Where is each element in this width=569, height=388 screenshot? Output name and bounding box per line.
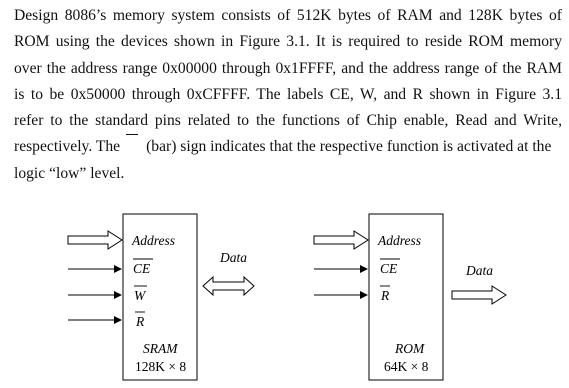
paragraph-line-6	[14, 134, 562, 160]
rom-size: 64K × 8	[384, 359, 429, 374]
rom-address-bus-arrow	[314, 231, 368, 249]
paragraph-line-6a: respectively. The	[14, 138, 121, 156]
sram-name: SRAM	[143, 341, 178, 356]
paragraph-line-2: ROM using the devices shown in Figure 3.1. It is required to reside ROM memory	[14, 33, 562, 51]
rom-chip	[314, 214, 506, 380]
sram-ce-label: CE	[133, 261, 151, 276]
sram-r-label: R	[136, 314, 145, 329]
paragraph-line-4: is to be 0x50000 through 0xCFFFF. The labels CE, W, and R shown in Figure 3.1	[14, 85, 562, 103]
rom-address-label: Address	[378, 233, 421, 248]
paragraph-line-1: Design 8086’s memory system consists of 512K bytes of RAM and 128K bytes of	[14, 7, 562, 24]
sram-w-label: W	[134, 288, 146, 303]
figure-3-1	[0, 200, 569, 388]
paragraph-line-3: over the address range 0x00000 through 0x1FFFF, and the address range of the RAM	[14, 59, 562, 77]
problem-paragraph	[14, 3, 562, 187]
rom-data-label: Data	[466, 263, 493, 278]
rom-r-label: R	[381, 288, 390, 303]
rom-data-bus-arrow	[452, 286, 506, 304]
sram-size: 128K × 8	[135, 359, 187, 374]
sram-data-label: Data	[220, 250, 247, 265]
sram-data-bus-arrow	[203, 277, 254, 295]
sram-chip	[68, 214, 254, 380]
overbar-symbol	[126, 134, 138, 147]
sram-address-label: Address	[132, 233, 175, 248]
rom-ce-label: CE	[380, 261, 398, 276]
paragraph-line-7: logic “low” level.	[14, 164, 125, 182]
rom-name: ROM	[395, 341, 425, 356]
paragraph-line-6b: (bar) sign indicates that the respective function is activated at the	[146, 138, 552, 156]
sram-address-bus-arrow	[68, 231, 122, 249]
paragraph-line-5: refer to the standard pins related to the functions of Chip enable, Read and Write,	[14, 112, 562, 130]
